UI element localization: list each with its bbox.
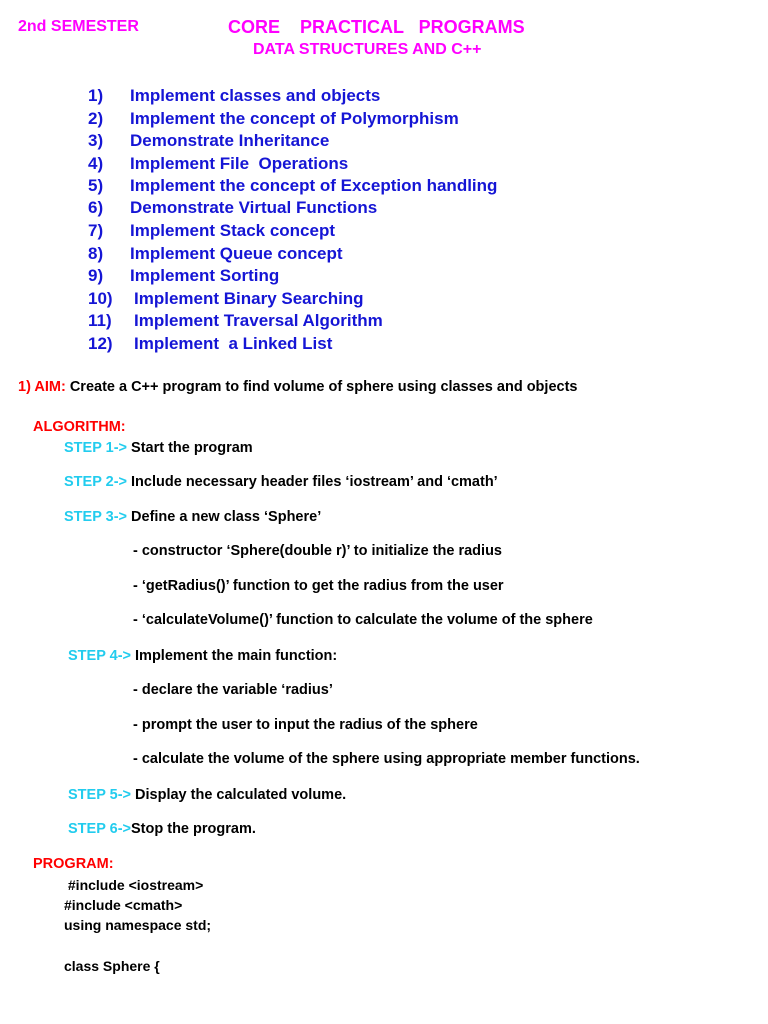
step-text: Start the program xyxy=(127,440,253,456)
step-label: STEP 4-> xyxy=(68,648,131,664)
code-line: #include <iostream> xyxy=(64,877,204,893)
list-item-text: Implement File Operations xyxy=(130,154,349,173)
list-item-text: Implement Binary Searching xyxy=(134,289,364,308)
list-item-number: 4) xyxy=(88,154,104,173)
aim-label: 1) AIM: xyxy=(18,379,66,395)
algorithm-step xyxy=(64,440,253,456)
list-item-number: 6) xyxy=(88,198,104,217)
step-point: - declare the variable ‘radius’ xyxy=(133,682,333,698)
list-item-text: Implement the concept of Exception handling xyxy=(130,176,498,195)
list-item-number: 8) xyxy=(88,244,104,263)
step-label: STEP 1-> xyxy=(64,440,127,456)
step-label: STEP 6-> xyxy=(68,821,131,837)
list-item-text: Implement the concept of Polymorphism xyxy=(130,109,459,128)
algorithm-heading: ALGORITHM: xyxy=(33,419,126,435)
list-item-text: Implement Stack concept xyxy=(130,221,336,240)
algorithm-step xyxy=(64,509,321,525)
program-heading: PROGRAM: xyxy=(33,856,114,872)
list-item-number: 2) xyxy=(88,109,104,128)
algorithm-step xyxy=(68,821,256,837)
step-point: - prompt the user to input the radius of the sphere xyxy=(133,717,478,733)
step-point: - ‘calculateVolume()’ function to calculate the volume of the sphere xyxy=(133,612,593,628)
step-text: Implement the main function: xyxy=(131,648,338,664)
list-item-text: Demonstrate Inheritance xyxy=(130,131,330,150)
step-point: - constructor ‘Sphere(double r)’ to initialize the radius xyxy=(133,543,502,559)
step-label: STEP 2-> xyxy=(64,474,127,490)
list-item-text: Implement a Linked List xyxy=(134,334,333,353)
step-text: Include necessary header files ‘iostream’ and ‘cmath’ xyxy=(127,474,498,490)
code-line: #include <cmath> xyxy=(64,897,183,913)
step-label: STEP 3-> xyxy=(64,509,127,525)
list-item-text: Implement Traversal Algorithm xyxy=(134,311,383,330)
list-item-number: 11) xyxy=(88,311,112,330)
step-label: STEP 5-> xyxy=(68,787,131,803)
semester-label: 2nd SEMESTER xyxy=(18,18,139,35)
algorithm-step xyxy=(68,648,337,664)
list-item-text: Implement Sorting xyxy=(130,266,280,285)
aim-line xyxy=(18,379,577,395)
list-item-number: 12) xyxy=(88,334,113,353)
page-subtitle: DATA STRUCTURES AND C++ xyxy=(253,41,482,58)
list-item-number: 1) xyxy=(88,86,104,105)
list-item-text: Implement Queue concept xyxy=(130,244,343,263)
list-item-number: 9) xyxy=(88,266,104,285)
list-item-number: 10) xyxy=(88,289,113,308)
algorithm-step xyxy=(64,474,498,490)
page-title: CORE PRACTICAL PROGRAMS xyxy=(228,17,525,37)
step-text: Display the calculated volume. xyxy=(131,787,347,803)
list-item-number: 7) xyxy=(88,221,104,240)
list-item-number: 5) xyxy=(88,176,104,195)
step-text: Define a new class ‘Sphere’ xyxy=(127,509,322,525)
list-item-text: Implement classes and objects xyxy=(130,86,381,105)
step-point: - ‘getRadius()’ function to get the radius from the user xyxy=(133,578,504,594)
list-item-number: 3) xyxy=(88,131,104,150)
aim-text: Create a C++ program to find volume of sphere using classes and objects xyxy=(65,379,578,395)
code-line: using namespace std; xyxy=(64,917,212,933)
step-text: Stop the program. xyxy=(131,821,256,837)
code-line: class Sphere { xyxy=(64,958,160,974)
list-item-text: Demonstrate Virtual Functions xyxy=(130,198,378,217)
step-point: - calculate the volume of the sphere using appropriate member functions. xyxy=(133,751,640,767)
algorithm-step xyxy=(68,787,346,803)
